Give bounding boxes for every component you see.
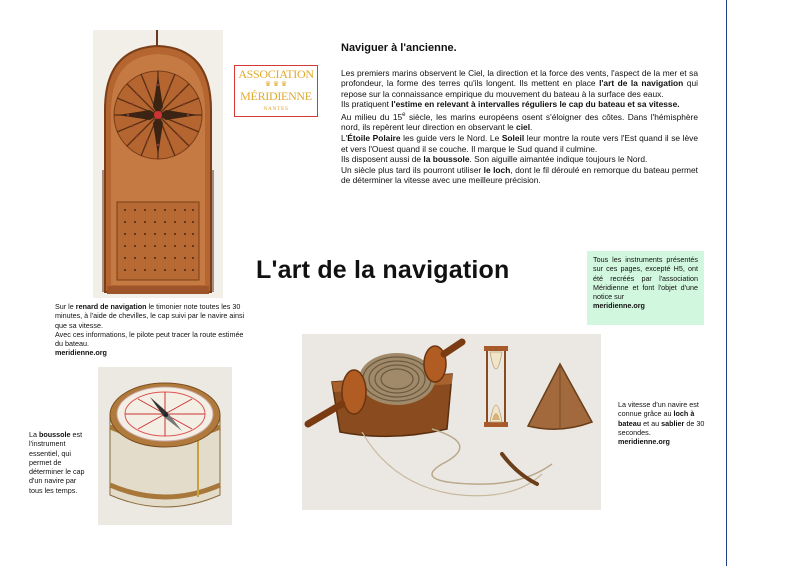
text-run: Les premiers marins observent le Ciel, la direction et la force des vents, l'aspect de la mer et sa profondeur, la forme des terres qu'ils longent. Ils mettent en place [341, 67, 698, 89]
text-run: leur montre la route vers l'Est quand il se lève et vers l'Ouest quand il se couche. Il marque le Sud quand il culmine. [341, 132, 698, 154]
logo-city: NANTES [263, 106, 289, 112]
text-run: Au milieu du 15 [341, 111, 403, 122]
note-text: Tous les instruments présentés sur ces pages, excepté H5, ont été recréés par l'association Méridienne et font l'objet d'une notice sur [593, 255, 698, 302]
text-run-bold: sablier [661, 418, 685, 428]
meridienne-link[interactable]: meridienne.org [55, 348, 107, 358]
boussole-caption [29, 430, 87, 495]
text-run: Un siècle plus tard ils pourront utiliser [341, 164, 484, 175]
text-run: Ils pratiquent [341, 99, 392, 110]
text-run-bold: Soleil [501, 132, 525, 143]
text-run: de 30 secondes. [618, 418, 705, 437]
text-run: Ils disposent aussi de [341, 154, 424, 165]
text-run-bold: boussole [39, 430, 71, 439]
intro-paragraph [341, 154, 698, 165]
text-run-bold: loch à bateau [618, 409, 695, 428]
text-run: Sur le [55, 302, 76, 311]
superscript: e [402, 111, 406, 118]
text-run-bold: renard de navigation [75, 302, 147, 311]
text-run: qui repose sur la connaissance empirique du mouvement du bateau à la surface des eaux. [341, 78, 698, 99]
text-run-bold: l'art de la navigation [599, 78, 684, 89]
loch-et-sablier-photo [302, 334, 601, 510]
text-run: Avec ces informations, le pilote peut tracer la route estimée du bateau. [55, 329, 244, 349]
text-run-bold: l'estime en relevant à intervalles réguliers le cap du bateau et sa vitesse. [391, 99, 680, 110]
renard-caption [55, 302, 250, 358]
meridienne-link[interactable]: meridienne.org [618, 437, 670, 447]
crown-icon: ♛ ♛ ♛ [264, 80, 288, 88]
text-run: La vitesse d'un navire est connue grâce au [618, 400, 699, 419]
text-run-bold: ciel [516, 122, 531, 133]
text-run: le timonier note toutes les 30 minutes, à l'aide de chevilles, le cap suivi par le navire ainsi que sa vitesse. [55, 302, 245, 330]
loch-caption [618, 400, 718, 446]
intro-paragraph [341, 110, 698, 133]
note-box [587, 251, 704, 325]
intro-title: Naviguer à l'ancienne. [341, 42, 457, 54]
boussole-photo [98, 367, 232, 525]
text-run: , dont le fil déroulé en remorque du bateau permet de déterminer la vitesse avec une meilleure précision. [341, 164, 698, 186]
logo-line-association: ASSOCIATION [238, 67, 314, 81]
renard-de-navigation-photo [93, 30, 223, 298]
text-run: les guide vers le Nord. Le [400, 132, 502, 143]
text-run: et au [641, 418, 662, 428]
text-run: L' [341, 132, 348, 143]
text-run: siècle, les marins européens osent s'éloigner des côtes. Dans l'hémisphère nord, ils repèrent leur direction en observant le [341, 111, 698, 133]
text-run-bold: la boussole [423, 154, 470, 165]
page-title: L'art de la navigation [256, 256, 510, 284]
intro-paragraph [341, 99, 698, 110]
text-run-bold: le loch [483, 164, 511, 175]
text-run: . [530, 122, 533, 133]
page-border-line [726, 0, 727, 566]
intro-paragraph [341, 133, 698, 154]
intro-paragraph [341, 165, 698, 186]
text-run: est l'instrument essentiel, qui permet de déterminer le cap d'un navire par tous les temps. [29, 430, 85, 495]
meridienne-link[interactable]: meridienne.org [593, 301, 645, 311]
intro-paragraph [341, 68, 698, 100]
text-run-bold: Étoile Polaire [347, 132, 401, 143]
text-run: La [29, 430, 39, 439]
intro-text-block [341, 43, 698, 186]
text-run: . Son aiguille aimantée indique toujours le Nord. [469, 154, 648, 165]
association-meridienne-logo [234, 65, 318, 117]
logo-line-meridienne: MÉRIDIENNE [240, 89, 312, 103]
